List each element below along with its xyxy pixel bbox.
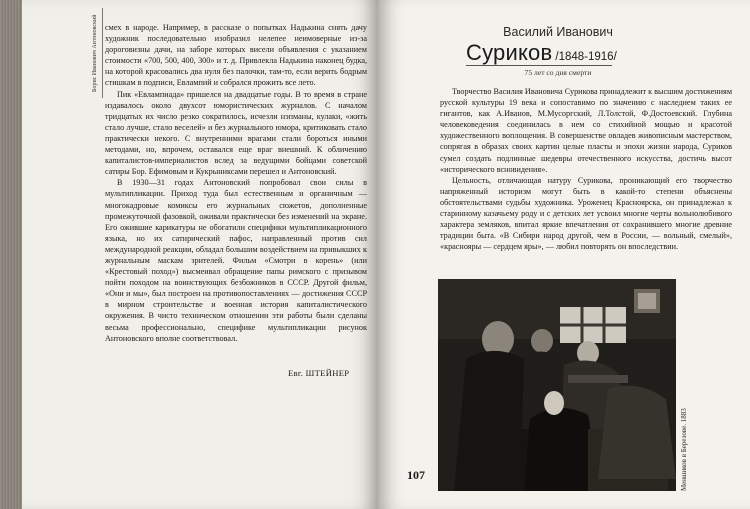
side-label: Борис Иванович Антоновский [92,8,103,98]
left-paragraph: Пик «Евлампиада» пришелся на двадцатые годы. В то время в стране издавалось около двухсот юмористических журналов. С началом тридцатых их число резко сократилось, исчезли нэпманы, кулаки, «жить стало лучше, стало веселей» и без журнального юмора, критиковать стало практически некого. С внутренними врагами стали бороться иными методами, но, впрочем, оставался еще враг внешний. К обличению капиталистов-империалистов вслед за ведущими бойцами советской сатиры Бор. Ефимовым и Кукрыниксами перешел и Антоновский. [105,89,367,177]
title-rule [466,65,612,66]
article-title [466,40,617,66]
right-paragraph: Цельность, отличающая натуру Сурикова, проникающий его творчество напряженный историзм могут быть в какой-то степени объяснены обстоятельствами судьбы художника. Уроженец Красноярска, он принадлежал к старинному казачьему роду и с детских лет усвоил многие черты вольнолюбивого характера земляков, впитал яркие впечатления от сохранившего многие древние традиции быта. «В Сибири народ другой, чем в России, — вольный, смелый», «краснояры — сердцем яры», — любил повторять он впоследствии. [440,175,732,252]
right-page-text [440,86,732,252]
page-edges [0,0,22,509]
right-paragraph: Творчество Василия Ивановича Сурикова принадлежит к высшим достижениям русской культуры 19 века и сопоставимо по значению с наследием таких ее гигантов, как А.Иванов, М.Мусоргский, Л.Толстой, Ф.Достоевский. Глубина человековедения соединилась в нем со стихийной мощью и красотой художественного воплощения. В совершенстве овладев живописным мастерством, сопрягая в образах своих картин целые пласты и эпохи жизни народа, Суриков сумел создать подлинные шедевры отечественного искусства, достичь высот «исторического всновидения». [440,87,732,174]
painting-caption: Меншиков в Березове. 1883 [680,408,688,491]
author-signature: Евг. ШТЕЙНЕР [288,368,350,378]
life-dates: /1848-1916/ [555,51,617,63]
artist-surname: Суриков [466,40,553,65]
left-page-text [105,22,367,344]
left-paragraph: В 1930—31 годах Антоновский попробовал свои силы в мультипликации. Приход туда был естественным и органичным — многокадровые комиксы его журнальных сюжетов, дополненные промежуточной фазовкой, оживали практически без изменений на экране. Его ожившие карикатуры не обогатили специфики мультипликационного языка, но их сатирический пафос, направленный против сил международной реакции, обладал большим воздействием на привыкших к журнальным маскам зрителей. Фильм «Смотри в корень» (или «Крестовый поход») высмеивал обращение папы римского с призывом пойти походом на воинствующих безбожников в СССР. Другой фильм, «Они и мы», был построен на противопоставлениях — достижения СССР в мирном строительстве и военная история капиталистического окружения. В чисто техническом отношении эти работы были сделаны весьма профессионально, специфике мультипликации рисунок Антоновского вполне соответствовал. [105,178,367,343]
page-number: 107 [407,468,425,482]
article-subtitle: 75 лет со дня смерти [524,68,592,77]
painting-image [438,279,676,491]
left-paragraph: смех в народе. Например, в рассказе о попытках Надькина снять дачу художник последовательно изобразил нелепее неимоверные из-за дороговизны дачи, на заборе которых висели объявления с указанием стоимости «700, 500, 400, 300» и т. д. Привлекла Надькина наконец будка, на которой красовались два нуля без палочки, там-то, если верить бодрым стишкам в подписи, Евлампий и собрался прожить все лето. [105,23,367,88]
artist-first-names: Василий Иванович [503,25,613,39]
painting-reproduction [438,279,676,491]
